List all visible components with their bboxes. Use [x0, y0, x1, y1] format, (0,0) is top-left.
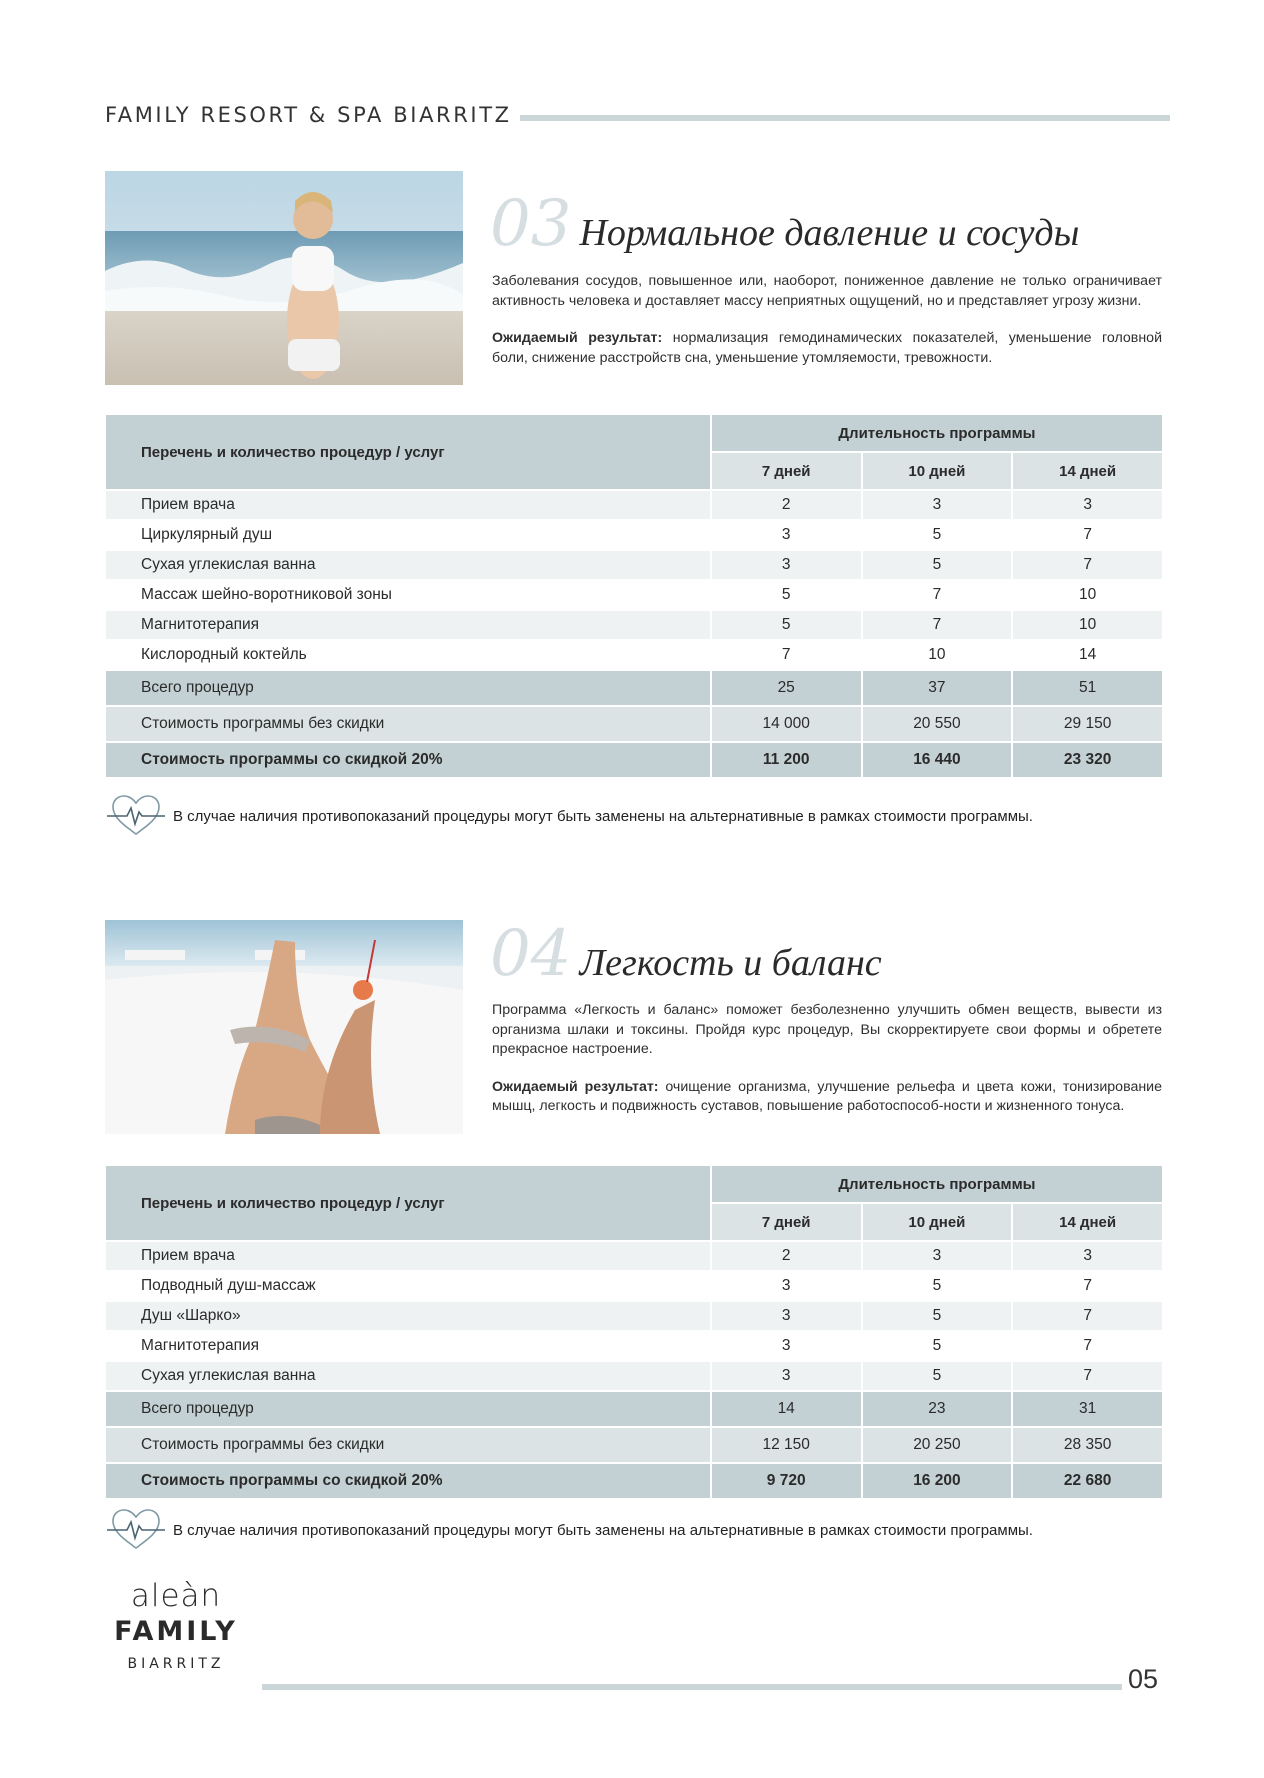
price-value: 28 350: [1012, 1427, 1162, 1463]
discount-value: 11 200: [711, 742, 862, 777]
procedure-name: Массаж шейно-воротниковой зоны: [106, 580, 711, 610]
note-text: В случае наличия противопоказаний процедуры могут быть заменены на альтернативные в рамках стоимости программы.: [173, 807, 1033, 825]
duration-10-days: 10 дней: [862, 452, 1013, 490]
table-discount-row: [106, 1463, 1162, 1498]
table-column-header-procedures: Перечень и количество процедур / услуг: [106, 1166, 711, 1241]
procedure-count: 5: [862, 1301, 1013, 1331]
procedure-count: 7: [1012, 1331, 1162, 1361]
discount-value: 22 680: [1012, 1463, 1162, 1498]
price-label: Стоимость программы без скидки: [106, 1427, 711, 1463]
duration-7-days: 7 дней: [711, 452, 862, 490]
table-row: [106, 580, 1162, 610]
procedure-count: 5: [711, 610, 862, 640]
table-total-row: [106, 1391, 1162, 1427]
procedure-count: 3: [711, 1331, 862, 1361]
procedure-count: 10: [1012, 580, 1162, 610]
discount-value: 23 320: [1012, 742, 1162, 777]
duration-14-days: 14 дней: [1012, 452, 1162, 490]
section-04-program-table: [106, 1166, 1162, 1498]
procedure-count: 3: [711, 1301, 862, 1331]
section-03-note: [105, 794, 1033, 838]
total-value: 31: [1012, 1391, 1162, 1427]
table-row: [106, 1331, 1162, 1361]
procedure-count: 10: [862, 640, 1013, 670]
procedure-count: 3: [711, 1361, 862, 1391]
section-03-description: [492, 272, 1162, 368]
procedure-count: 3: [862, 1241, 1013, 1271]
section-04-description: [492, 1001, 1162, 1117]
procedure-count: 5: [862, 1361, 1013, 1391]
price-label: Стоимость программы без скидки: [106, 706, 711, 742]
price-value: 29 150: [1012, 706, 1162, 742]
price-value: 20 550: [862, 706, 1013, 742]
procedure-count: 5: [711, 580, 862, 610]
procedure-count: 5: [862, 1271, 1013, 1301]
procedure-name: Сухая углекислая ванна: [106, 550, 711, 580]
section-title: Легкость и баланс: [579, 942, 882, 984]
table-row: [106, 1361, 1162, 1391]
expected-result-text: очищение организма, улучшение рельефа и цвета кожи, тонизирование мышц, легкость и подвижность суставов, повышение работоспособ-ности и жизненного тонуса.: [492, 1078, 1162, 1114]
price-value: 12 150: [711, 1427, 862, 1463]
procedure-name: Сухая углекислая ванна: [106, 1361, 711, 1391]
note-text: В случае наличия противопоказаний процедуры могут быть заменены на альтернативные в рамках стоимости программы.: [173, 1521, 1033, 1539]
section-03-program-table: [106, 415, 1162, 777]
page-header-title: FAMILY RESORT & SPA BIARRITZ: [105, 103, 512, 127]
procedure-count: 3: [711, 520, 862, 550]
section-title: Нормальное давление и сосуды: [579, 212, 1080, 254]
expected-result-label: Ожидаемый результат:: [492, 1078, 659, 1095]
procedure-count: 2: [711, 490, 862, 520]
header-divider: [520, 115, 1170, 121]
procedure-name: Магнитотерапия: [106, 1331, 711, 1361]
expected-result: [492, 1078, 1162, 1117]
table-row: [106, 1271, 1162, 1301]
section-photo-woman-running-beach: [105, 171, 463, 385]
table-total-row: [106, 670, 1162, 706]
logo-biarritz: BIARRITZ: [127, 1656, 225, 1672]
table-duration-header: Длительность программы: [711, 415, 1162, 452]
heart-pulse-icon: [105, 794, 167, 838]
procedure-count: 7: [862, 610, 1013, 640]
procedure-name: Кислородный коктейль: [106, 640, 711, 670]
logo-alean: aleàn: [130, 1578, 222, 1614]
procedure-count: 5: [862, 1331, 1013, 1361]
procedure-count: 7: [1012, 520, 1162, 550]
procedure-count: 3: [1012, 1241, 1162, 1271]
table-row: [106, 550, 1162, 580]
duration-14-days: 14 дней: [1012, 1203, 1162, 1241]
description-text: Заболевания сосудов, повышенное или, наоборот, пониженное давление не только ограничивает активность человека и доставляет массу неприятных ощущений, но и представляет угрозу жизни.: [492, 273, 1162, 309]
section-03-heading: [490, 187, 1080, 261]
duration-7-days: 7 дней: [711, 1203, 862, 1241]
page-number: 05: [1128, 1664, 1159, 1694]
table-duration-header: Длительность программы: [711, 1166, 1162, 1203]
procedure-count: 3: [1012, 490, 1162, 520]
table-discount-row: [106, 742, 1162, 777]
procedure-count: 5: [862, 550, 1013, 580]
procedure-count: 10: [1012, 610, 1162, 640]
procedure-count: 7: [862, 580, 1013, 610]
procedure-count: 7: [711, 640, 862, 670]
price-value: 20 250: [862, 1427, 1013, 1463]
discount-label: Стоимость программы со скидкой 20%: [106, 1463, 711, 1498]
section-04-note: [105, 1508, 1033, 1552]
procedure-count: 3: [862, 490, 1013, 520]
total-value: 51: [1012, 670, 1162, 706]
discount-label: Стоимость программы со скидкой 20%: [106, 742, 711, 777]
table-row: [106, 610, 1162, 640]
table-row: [106, 490, 1162, 520]
expected-result-label: Ожидаемый результат:: [492, 330, 663, 346]
procedure-count: 3: [711, 1271, 862, 1301]
table-row: [106, 640, 1162, 670]
description-text: Программа «Легкость и баланс» поможет безболезненно улучшить обмен веществ, вывести из организма шлаки и токсины. Пройдя курс процедур, Вы скорректируете свои формы и обретете прекрасное настроение.: [492, 1002, 1162, 1057]
discount-value: 16 200: [862, 1463, 1013, 1498]
table-row: [106, 1301, 1162, 1331]
procedure-name: Прием врача: [106, 1241, 711, 1271]
procedure-name: Магнитотерапия: [106, 610, 711, 640]
footer-divider: [262, 1684, 1122, 1690]
expected-result-text: нормализация гемодинамических показателей, уменьшение головной боли, снижение расстройств сна, уменьшение утомляемости, тревожности.: [492, 330, 1162, 366]
section-04-heading: [490, 917, 882, 991]
total-value: 25: [711, 670, 862, 706]
procedure-name: Душ «Шарко»: [106, 1301, 711, 1331]
total-value: 37: [862, 670, 1013, 706]
total-label: Всего процедур: [106, 670, 711, 706]
section-number: 04: [490, 917, 572, 991]
procedure-count: 3: [711, 550, 862, 580]
discount-value: 16 440: [862, 742, 1013, 777]
total-label: Всего процедур: [106, 1391, 711, 1427]
procedure-count: 7: [1012, 1361, 1162, 1391]
table-price-row: [106, 706, 1162, 742]
procedure-name: Циркулярный душ: [106, 520, 711, 550]
table-price-row: [106, 1427, 1162, 1463]
table-row: [106, 1241, 1162, 1271]
section-photo-woman-sunbathing: [105, 920, 463, 1134]
discount-value: 9 720: [711, 1463, 862, 1498]
total-value: 14: [711, 1391, 862, 1427]
procedure-name: Прием врача: [106, 490, 711, 520]
duration-10-days: 10 дней: [862, 1203, 1013, 1241]
alean-family-logo: [106, 1578, 246, 1678]
price-value: 14 000: [711, 706, 862, 742]
expected-result: [492, 329, 1162, 368]
procedure-name: Подводный душ-массаж: [106, 1271, 711, 1301]
logo-family: FAMILY: [114, 1616, 238, 1647]
procedure-count: 5: [862, 520, 1013, 550]
procedure-count: 2: [711, 1241, 862, 1271]
table-column-header-procedures: Перечень и количество процедур / услуг: [106, 415, 711, 490]
procedure-count: 7: [1012, 550, 1162, 580]
procedure-count: 14: [1012, 640, 1162, 670]
procedure-count: 7: [1012, 1271, 1162, 1301]
total-value: 23: [862, 1391, 1013, 1427]
heart-pulse-icon: [105, 1508, 167, 1552]
section-number: 03: [490, 187, 572, 261]
table-row: [106, 520, 1162, 550]
procedure-count: 7: [1012, 1301, 1162, 1331]
